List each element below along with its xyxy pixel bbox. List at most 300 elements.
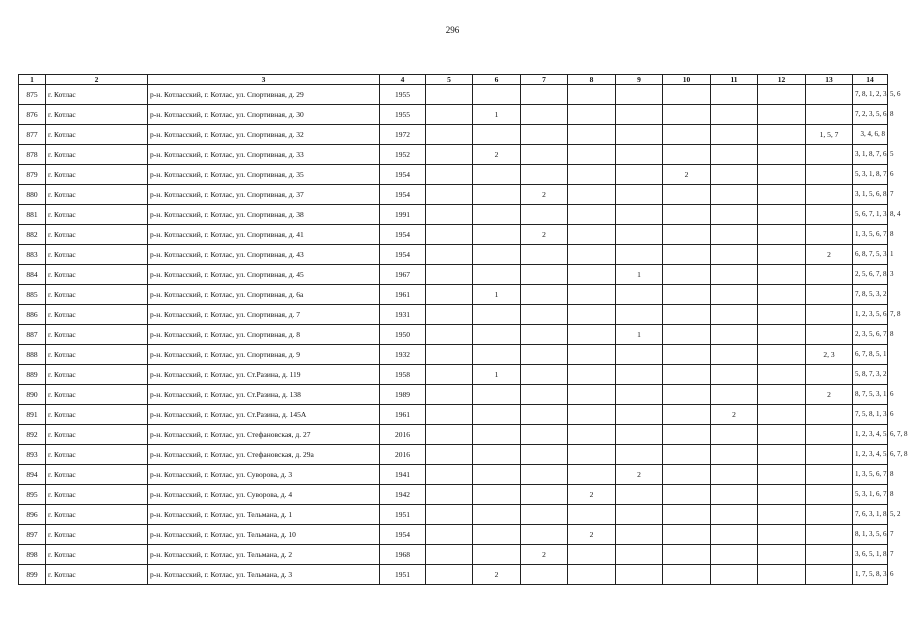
cell-col-6: 2 (473, 565, 521, 585)
cell-col-11 (711, 225, 758, 245)
cell-col-7: 2 (521, 225, 568, 245)
cell-col-6: 2 (473, 145, 521, 165)
cell-col-8 (568, 205, 616, 225)
table-row (19, 185, 888, 205)
cell-year: 1931 (380, 305, 426, 325)
cell-col-5 (426, 305, 473, 325)
cell-col-11: 2 (711, 405, 758, 425)
cell-address: р-н. Котласский, г. Котлас, ул. Тельмана, д. 3 (148, 565, 380, 585)
cell-col-7 (521, 445, 568, 465)
cell-col-7 (521, 485, 568, 505)
cell-col-5 (426, 85, 473, 105)
cell-city: г. Котлас (46, 265, 148, 285)
cell-city: г. Котлас (46, 185, 148, 205)
cell-col-5 (426, 405, 473, 425)
cell-col-12 (758, 325, 806, 345)
cell-col-6 (473, 185, 521, 205)
cell-col-5 (426, 345, 473, 365)
cell-address: р-н. Котласский, г. Котлас, ул. Суворова, д. 4 (148, 485, 380, 505)
cell-col-10 (663, 245, 711, 265)
cell-city: г. Котлас (46, 385, 148, 405)
cell-col-10 (663, 285, 711, 305)
cell-city: г. Котлас (46, 285, 148, 305)
cell-year: 1968 (380, 545, 426, 565)
cell-col-6 (473, 385, 521, 405)
cell-col-14: 2, 3, 5, 6, 7, 8 (853, 325, 888, 345)
cell-col-13 (806, 85, 853, 105)
cell-col-11 (711, 565, 758, 585)
cell-col-6 (473, 305, 521, 325)
cell-year: 1954 (380, 185, 426, 205)
cell-col-5 (426, 445, 473, 465)
column-header-11: 11 (711, 75, 758, 85)
cell-col-14: 8, 7, 5, 3, 1, 6 (853, 385, 888, 405)
cell-row-number: 897 (19, 525, 46, 545)
cell-col-10 (663, 305, 711, 325)
cell-col-8 (568, 465, 616, 485)
cell-col-12 (758, 285, 806, 305)
cell-col-9 (616, 105, 663, 125)
cell-col-6 (473, 445, 521, 465)
cell-row-number: 883 (19, 245, 46, 265)
cell-address: р-н. Котласский, г. Котлас, ул. Суворова, д. 3 (148, 465, 380, 485)
cell-row-number: 893 (19, 445, 46, 465)
cell-col-9: 2 (616, 465, 663, 485)
housing-registry-table (18, 74, 908, 585)
table-row (19, 305, 888, 325)
cell-col-13: 2 (806, 385, 853, 405)
table-row (19, 505, 888, 525)
cell-col-12 (758, 245, 806, 265)
cell-row-number: 896 (19, 505, 46, 525)
cell-col-8 (568, 545, 616, 565)
cell-col-14: 5, 8, 7, 3, 2 (853, 365, 888, 385)
cell-city: г. Котлас (46, 105, 148, 125)
table-row (19, 225, 888, 245)
cell-row-number: 899 (19, 565, 46, 585)
cell-col-5 (426, 285, 473, 305)
cell-col-13 (806, 165, 853, 185)
cell-year: 1958 (380, 365, 426, 385)
cell-col-8: 2 (568, 485, 616, 505)
cell-col-13: 2, 3 (806, 345, 853, 365)
cell-col-11 (711, 345, 758, 365)
cell-col-7 (521, 465, 568, 485)
cell-col-12 (758, 485, 806, 505)
cell-col-5 (426, 505, 473, 525)
cell-year: 2016 (380, 445, 426, 465)
table-row (19, 205, 888, 225)
cell-col-9 (616, 185, 663, 205)
column-header-10: 10 (663, 75, 711, 85)
cell-col-10 (663, 125, 711, 145)
cell-col-10 (663, 105, 711, 125)
cell-col-11 (711, 365, 758, 385)
cell-col-8 (568, 505, 616, 525)
cell-col-11 (711, 165, 758, 185)
cell-col-14: 7, 8, 5, 3, 2 (853, 285, 888, 305)
cell-col-10 (663, 405, 711, 425)
cell-col-7 (521, 565, 568, 585)
cell-city: г. Котлас (46, 145, 148, 165)
cell-col-5 (426, 325, 473, 345)
cell-col-11 (711, 305, 758, 325)
cell-col-9 (616, 405, 663, 425)
table-row (19, 525, 888, 545)
cell-col-8 (568, 105, 616, 125)
table-body (19, 85, 908, 585)
cell-col-10 (663, 465, 711, 485)
cell-year: 1954 (380, 225, 426, 245)
cell-col-8 (568, 185, 616, 205)
cell-col-8 (568, 145, 616, 165)
cell-year: 1972 (380, 125, 426, 145)
cell-city: г. Котлас (46, 85, 148, 105)
cell-col-12 (758, 85, 806, 105)
cell-year: 1955 (380, 105, 426, 125)
cell-col-10 (663, 205, 711, 225)
cell-city: г. Котлас (46, 505, 148, 525)
column-header-1: 1 (19, 75, 46, 85)
table-row (19, 425, 888, 445)
cell-year: 1967 (380, 265, 426, 285)
cell-col-12 (758, 185, 806, 205)
cell-city: г. Котлас (46, 225, 148, 245)
cell-year: 1951 (380, 565, 426, 585)
cell-city: г. Котлас (46, 245, 148, 265)
cell-col-8 (568, 225, 616, 245)
cell-col-12 (758, 505, 806, 525)
cell-row-number: 880 (19, 185, 46, 205)
cell-col-8 (568, 445, 616, 465)
cell-city: г. Котлас (46, 345, 148, 365)
cell-row-number: 892 (19, 425, 46, 445)
cell-col-13 (806, 265, 853, 285)
cell-col-5 (426, 245, 473, 265)
cell-col-10 (663, 445, 711, 465)
cell-col-5 (426, 565, 473, 585)
cell-address: р-н. Котласский, г. Котлас, ул. Спортивная, д. 43 (148, 245, 380, 265)
cell-col-10 (663, 545, 711, 565)
cell-col-9 (616, 285, 663, 305)
cell-col-6 (473, 325, 521, 345)
cell-row-number: 876 (19, 105, 46, 125)
cell-col-6 (473, 405, 521, 425)
cell-col-6 (473, 525, 521, 545)
cell-col-13 (806, 565, 853, 585)
cell-row-number: 875 (19, 85, 46, 105)
table-row (19, 465, 888, 485)
cell-col-6 (473, 245, 521, 265)
cell-row-number: 877 (19, 125, 46, 145)
cell-row-number: 886 (19, 305, 46, 325)
cell-col-14: 5, 3, 1, 6, 7, 8 (853, 485, 888, 505)
cell-col-10 (663, 225, 711, 245)
cell-row-number: 882 (19, 225, 46, 245)
cell-col-8 (568, 365, 616, 385)
cell-col-9 (616, 505, 663, 525)
cell-address: р-н. Котласский, г. Котлас, ул. Спортивная, д. 8 (148, 325, 380, 345)
cell-col-13 (806, 365, 853, 385)
cell-col-5 (426, 425, 473, 445)
cell-col-12 (758, 105, 806, 125)
cell-address: р-н. Котласский, г. Котлас, ул. Спортивная, д. 45 (148, 265, 380, 285)
cell-col-5 (426, 545, 473, 565)
cell-col-11 (711, 385, 758, 405)
cell-year: 1961 (380, 285, 426, 305)
cell-col-12 (758, 305, 806, 325)
cell-col-8 (568, 565, 616, 585)
cell-address: р-н. Котласский, г. Котлас, ул. Стефановская, д. 27 (148, 425, 380, 445)
cell-col-5 (426, 205, 473, 225)
column-header-12: 12 (758, 75, 806, 85)
cell-address: р-н. Котласский, г. Котлас, ул. Спортивная, д. 6а (148, 285, 380, 305)
cell-col-13 (806, 465, 853, 485)
cell-col-8 (568, 325, 616, 345)
cell-col-5 (426, 165, 473, 185)
cell-col-12 (758, 125, 806, 145)
cell-col-7 (521, 325, 568, 345)
cell-col-7 (521, 265, 568, 285)
cell-address: р-н. Котласский, г. Котлас, ул. Стефановская, д. 29а (148, 445, 380, 465)
cell-col-14: 3, 1, 5, 6, 8, 7 (853, 185, 888, 205)
cell-col-9 (616, 85, 663, 105)
cell-col-13 (806, 505, 853, 525)
cell-col-13 (806, 205, 853, 225)
cell-col-5 (426, 125, 473, 145)
cell-col-14: 1, 2, 3, 5, 6, 7, 8 (853, 305, 888, 325)
column-header-7: 7 (521, 75, 568, 85)
cell-col-5 (426, 525, 473, 545)
cell-year: 1955 (380, 85, 426, 105)
cell-address: р-н. Котласский, г. Котлас, ул. Тельмана, д. 1 (148, 505, 380, 525)
cell-col-10 (663, 505, 711, 525)
cell-col-7 (521, 205, 568, 225)
cell-row-number: 887 (19, 325, 46, 345)
cell-col-10 (663, 85, 711, 105)
cell-col-11 (711, 545, 758, 565)
cell-col-9 (616, 565, 663, 585)
table-row (19, 285, 888, 305)
cell-col-9 (616, 485, 663, 505)
cell-city: г. Котлас (46, 545, 148, 565)
cell-col-12 (758, 265, 806, 285)
cell-col-13 (806, 105, 853, 125)
column-header-14: 14 (853, 75, 888, 85)
cell-year: 1932 (380, 345, 426, 365)
table-row (19, 325, 888, 345)
cell-address: р-н. Котласский, г. Котлас, ул. Спортивная, д. 35 (148, 165, 380, 185)
cell-col-13 (806, 525, 853, 545)
cell-col-10 (663, 325, 711, 345)
cell-col-8 (568, 85, 616, 105)
cell-year: 1954 (380, 245, 426, 265)
cell-col-9 (616, 525, 663, 545)
cell-col-10 (663, 485, 711, 505)
cell-address: р-н. Котласский, г. Котлас, ул. Спортивная, д. 30 (148, 105, 380, 125)
column-header-3: 3 (148, 75, 380, 85)
cell-row-number: 891 (19, 405, 46, 425)
cell-address: р-н. Котласский, г. Котлас, ул. Ст.Разина, д. 145А (148, 405, 380, 425)
cell-col-14: 1, 3, 5, 6, 7, 8 (853, 465, 888, 485)
cell-col-6: 1 (473, 285, 521, 305)
table-row (19, 265, 888, 285)
cell-year: 1991 (380, 205, 426, 225)
cell-col-14: 1, 2, 3, 4, 5, 6, 7, 8 (853, 445, 888, 465)
cell-city: г. Котлас (46, 485, 148, 505)
cell-col-14: 1, 3, 5, 6, 7, 8 (853, 225, 888, 245)
cell-city: г. Котлас (46, 445, 148, 465)
cell-row-number: 895 (19, 485, 46, 505)
cell-col-9 (616, 365, 663, 385)
cell-col-10 (663, 345, 711, 365)
cell-col-13 (806, 145, 853, 165)
cell-col-8: 2 (568, 525, 616, 545)
cell-col-8 (568, 345, 616, 365)
cell-col-10: 2 (663, 165, 711, 185)
table-row (19, 385, 888, 405)
cell-col-10 (663, 565, 711, 585)
cell-col-7 (521, 505, 568, 525)
cell-city: г. Котлас (46, 365, 148, 385)
cell-city: г. Котлас (46, 465, 148, 485)
cell-col-7 (521, 285, 568, 305)
cell-address: р-н. Котласский, г. Котлас, ул. Тельмана, д. 2 (148, 545, 380, 565)
cell-col-6 (473, 205, 521, 225)
cell-city: г. Котлас (46, 305, 148, 325)
cell-col-12 (758, 145, 806, 165)
column-header-9: 9 (616, 75, 663, 85)
cell-col-6 (473, 545, 521, 565)
cell-col-12 (758, 465, 806, 485)
cell-col-12 (758, 545, 806, 565)
cell-col-11 (711, 485, 758, 505)
table-row (19, 405, 888, 425)
cell-col-11 (711, 85, 758, 105)
cell-year: 1954 (380, 525, 426, 545)
column-header-5: 5 (426, 75, 473, 85)
cell-col-14: 3, 1, 8, 7, 6, 5 (853, 145, 888, 165)
cell-row-number: 898 (19, 545, 46, 565)
cell-col-14: 6, 7, 8, 5, 1 (853, 345, 888, 365)
cell-col-10 (663, 145, 711, 165)
cell-row-number: 878 (19, 145, 46, 165)
cell-col-11 (711, 285, 758, 305)
cell-col-13 (806, 225, 853, 245)
cell-col-9 (616, 545, 663, 565)
cell-col-6 (473, 425, 521, 445)
table-row (19, 245, 888, 265)
table-row (19, 105, 888, 125)
cell-col-9 (616, 145, 663, 165)
cell-col-11 (711, 125, 758, 145)
cell-col-13 (806, 325, 853, 345)
cell-col-5 (426, 265, 473, 285)
cell-col-11 (711, 105, 758, 125)
cell-year: 1951 (380, 505, 426, 525)
cell-col-14: 1, 2, 3, 4, 5, 6, 7, 8 (853, 425, 888, 445)
cell-col-8 (568, 385, 616, 405)
cell-col-5 (426, 485, 473, 505)
cell-col-7 (521, 145, 568, 165)
cell-col-7: 2 (521, 185, 568, 205)
table-row (19, 345, 888, 365)
cell-row-number: 889 (19, 365, 46, 385)
cell-address: р-н. Котласский, г. Котлас, ул. Спортивная, д. 29 (148, 85, 380, 105)
cell-col-8 (568, 405, 616, 425)
cell-col-14: 7, 2, 3, 5, 6, 8 (853, 105, 888, 125)
cell-col-11 (711, 205, 758, 225)
cell-col-12 (758, 365, 806, 385)
cell-row-number: 890 (19, 385, 46, 405)
cell-col-9 (616, 445, 663, 465)
cell-col-14: 3, 6, 5, 1, 8, 7 (853, 545, 888, 565)
cell-col-11 (711, 325, 758, 345)
cell-col-12 (758, 445, 806, 465)
cell-col-9 (616, 385, 663, 405)
cell-col-13 (806, 425, 853, 445)
cell-col-6 (473, 505, 521, 525)
cell-city: г. Котлас (46, 525, 148, 545)
column-header-13: 13 (806, 75, 853, 85)
cell-year: 1961 (380, 405, 426, 425)
cell-col-5 (426, 465, 473, 485)
cell-col-8 (568, 285, 616, 305)
cell-city: г. Котлас (46, 425, 148, 445)
cell-col-11 (711, 245, 758, 265)
cell-address: р-н. Котласский, г. Котлас, ул. Спортивная, д. 9 (148, 345, 380, 365)
cell-address: р-н. Котласский, г. Котлас, ул. Ст.Разина, д. 119 (148, 365, 380, 385)
cell-col-10 (663, 185, 711, 205)
cell-col-6 (473, 85, 521, 105)
cell-col-11 (711, 465, 758, 485)
cell-col-7 (521, 245, 568, 265)
cell-col-13 (806, 445, 853, 465)
cell-col-9 (616, 165, 663, 185)
cell-col-8 (568, 265, 616, 285)
table-row (19, 365, 888, 385)
cell-col-8 (568, 425, 616, 445)
cell-col-12 (758, 205, 806, 225)
cell-city: г. Котлас (46, 125, 148, 145)
cell-col-7 (521, 425, 568, 445)
cell-col-12 (758, 425, 806, 445)
cell-col-9 (616, 425, 663, 445)
cell-col-10 (663, 365, 711, 385)
table-row (19, 145, 888, 165)
cell-col-5 (426, 145, 473, 165)
cell-city: г. Котлас (46, 165, 148, 185)
cell-col-6 (473, 165, 521, 185)
cell-col-13 (806, 485, 853, 505)
cell-col-9 (616, 345, 663, 365)
cell-col-11 (711, 185, 758, 205)
cell-city: г. Котлас (46, 325, 148, 345)
cell-col-7 (521, 105, 568, 125)
cell-city: г. Котлас (46, 565, 148, 585)
cell-row-number: 881 (19, 205, 46, 225)
cell-col-10 (663, 425, 711, 445)
column-header-8: 8 (568, 75, 616, 85)
cell-col-9: 1 (616, 265, 663, 285)
cell-col-12 (758, 345, 806, 365)
cell-address: р-н. Котласский, г. Котлас, ул. Спортивная, д. 7 (148, 305, 380, 325)
cell-address: р-н. Котласский, г. Котлас, ул. Спортивная, д. 41 (148, 225, 380, 245)
column-header-6: 6 (473, 75, 521, 85)
cell-col-13 (806, 185, 853, 205)
cell-year: 1942 (380, 485, 426, 505)
cell-address: р-н. Котласский, г. Котлас, ул. Тельмана, д. 10 (148, 525, 380, 545)
